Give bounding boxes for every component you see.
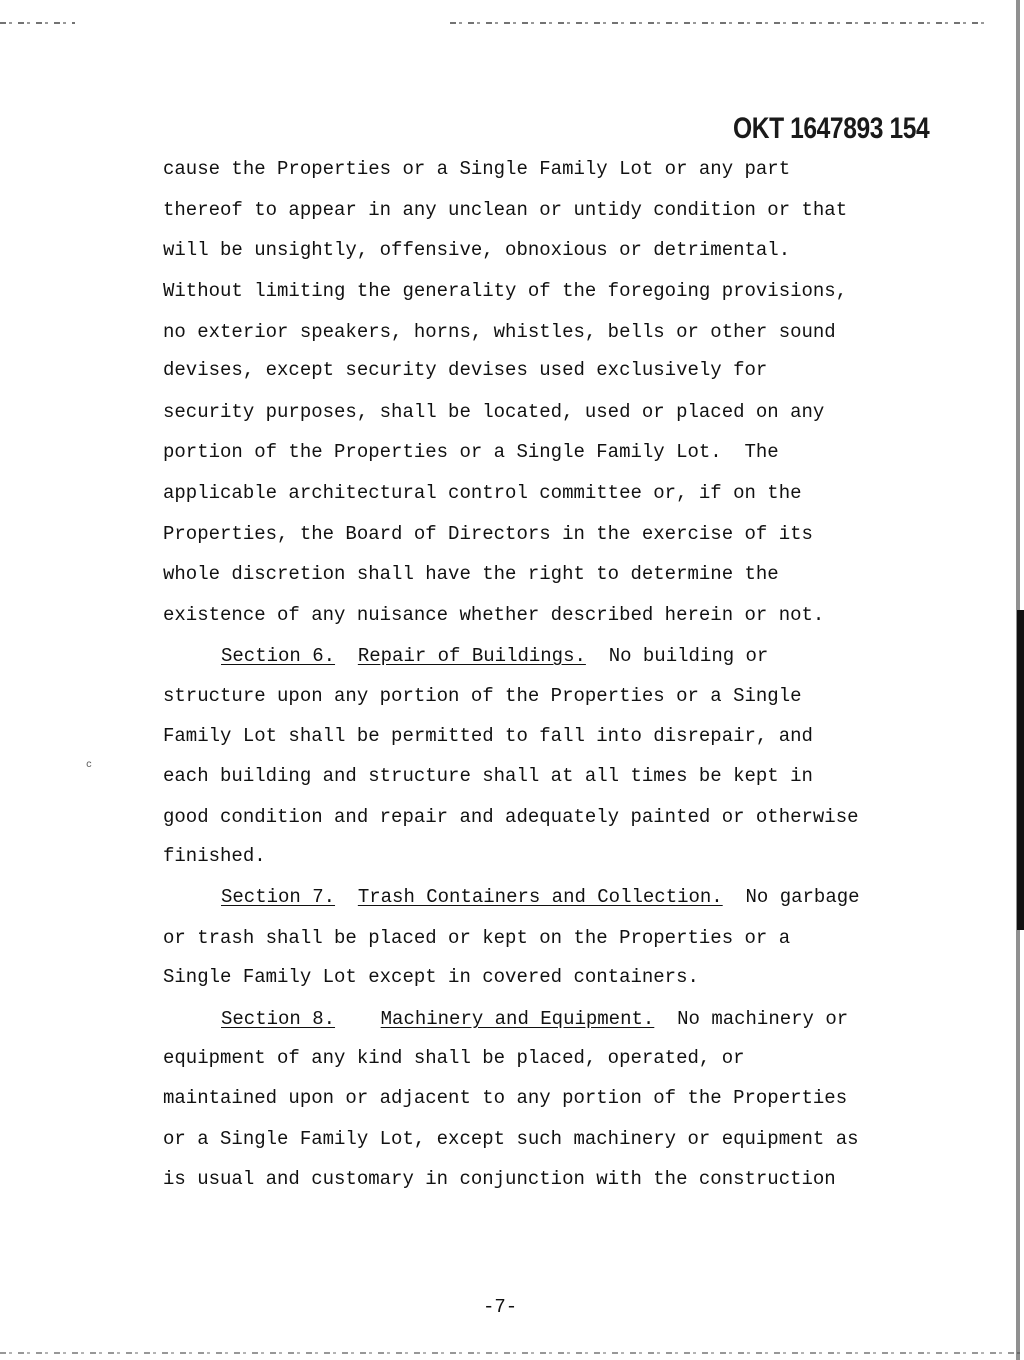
text-line: or a Single Family Lot, except such machinery or equipment as (163, 1128, 859, 1150)
section-8-label: Section 8. (221, 1008, 336, 1030)
section-6-first-line (221, 644, 768, 668)
text-line: equipment of any kind shall be placed, operated, or (163, 1047, 745, 1069)
scan-artifact-top (450, 22, 985, 24)
text-line: portion of the Properties or a Single Family Lot. The (163, 441, 779, 463)
section-7-heading: Trash Containers and Collection. (357, 886, 723, 908)
section-6-heading: Repair of Buildings. (357, 645, 586, 667)
section-6-first-line-text: No building or (608, 645, 769, 667)
section-6-label: Section 6. (221, 645, 336, 667)
text-line: Properties, the Board of Directors in the exercise of its (163, 523, 813, 545)
text-line: each building and structure shall at all times be kept in (163, 765, 813, 787)
text-line: whole discretion shall have the right to determine the (163, 563, 779, 585)
scan-artifact-top-left (0, 22, 75, 24)
text-line: Single Family Lot except in covered containers. (163, 966, 699, 988)
text-line: maintained upon or adjacent to any portion of the Properties (163, 1087, 848, 1109)
section-8-first-line-text: No machinery or (677, 1008, 849, 1030)
section-7-first-line (221, 885, 860, 909)
text-line: Family Lot shall be permitted to fall into disrepair, and (163, 725, 813, 747)
text-line: cause the Properties or a Single Family Lot or any part (163, 158, 791, 180)
scan-artifact-bottom (0, 1352, 1024, 1354)
text-line: good condition and repair and adequately painted or otherwise (163, 806, 859, 828)
text-line: thereof to appear in any unclean or untidy condition or that (163, 199, 848, 221)
text-line: finished. (163, 845, 266, 867)
section-8-first-line (221, 1007, 848, 1031)
text-line: security purposes, shall be located, used or placed on any (163, 401, 825, 423)
page-number: -7- (483, 1296, 518, 1318)
section-7-first-line-text: No garbage (745, 886, 860, 908)
text-line: no exterior speakers, horns, whistles, bells or other sound (163, 321, 836, 343)
text-line: existence of any nuisance whether described herein or not. (163, 604, 825, 626)
section-7-label: Section 7. (221, 886, 336, 908)
text-line: Without limiting the generality of the foregoing provisions, (163, 280, 848, 302)
text-line: is usual and customary in conjunction with the construction (163, 1168, 836, 1190)
stray-mark: c (86, 760, 93, 771)
text-line: will be unsightly, offensive, obnoxious or detrimental. (163, 239, 791, 261)
document-number: OKT 1647893 154 (733, 112, 930, 145)
text-line: structure upon any portion of the Properties or a Single (163, 685, 802, 707)
section-8-heading: Machinery and Equipment. (380, 1008, 655, 1030)
text-line: or trash shall be placed or kept on the Properties or a (163, 927, 791, 949)
scan-edge-right-dark (1017, 610, 1024, 930)
text-line: devises, except security devises used exclusively for (163, 359, 768, 381)
text-line: applicable architectural control committee or, if on the (163, 482, 802, 504)
